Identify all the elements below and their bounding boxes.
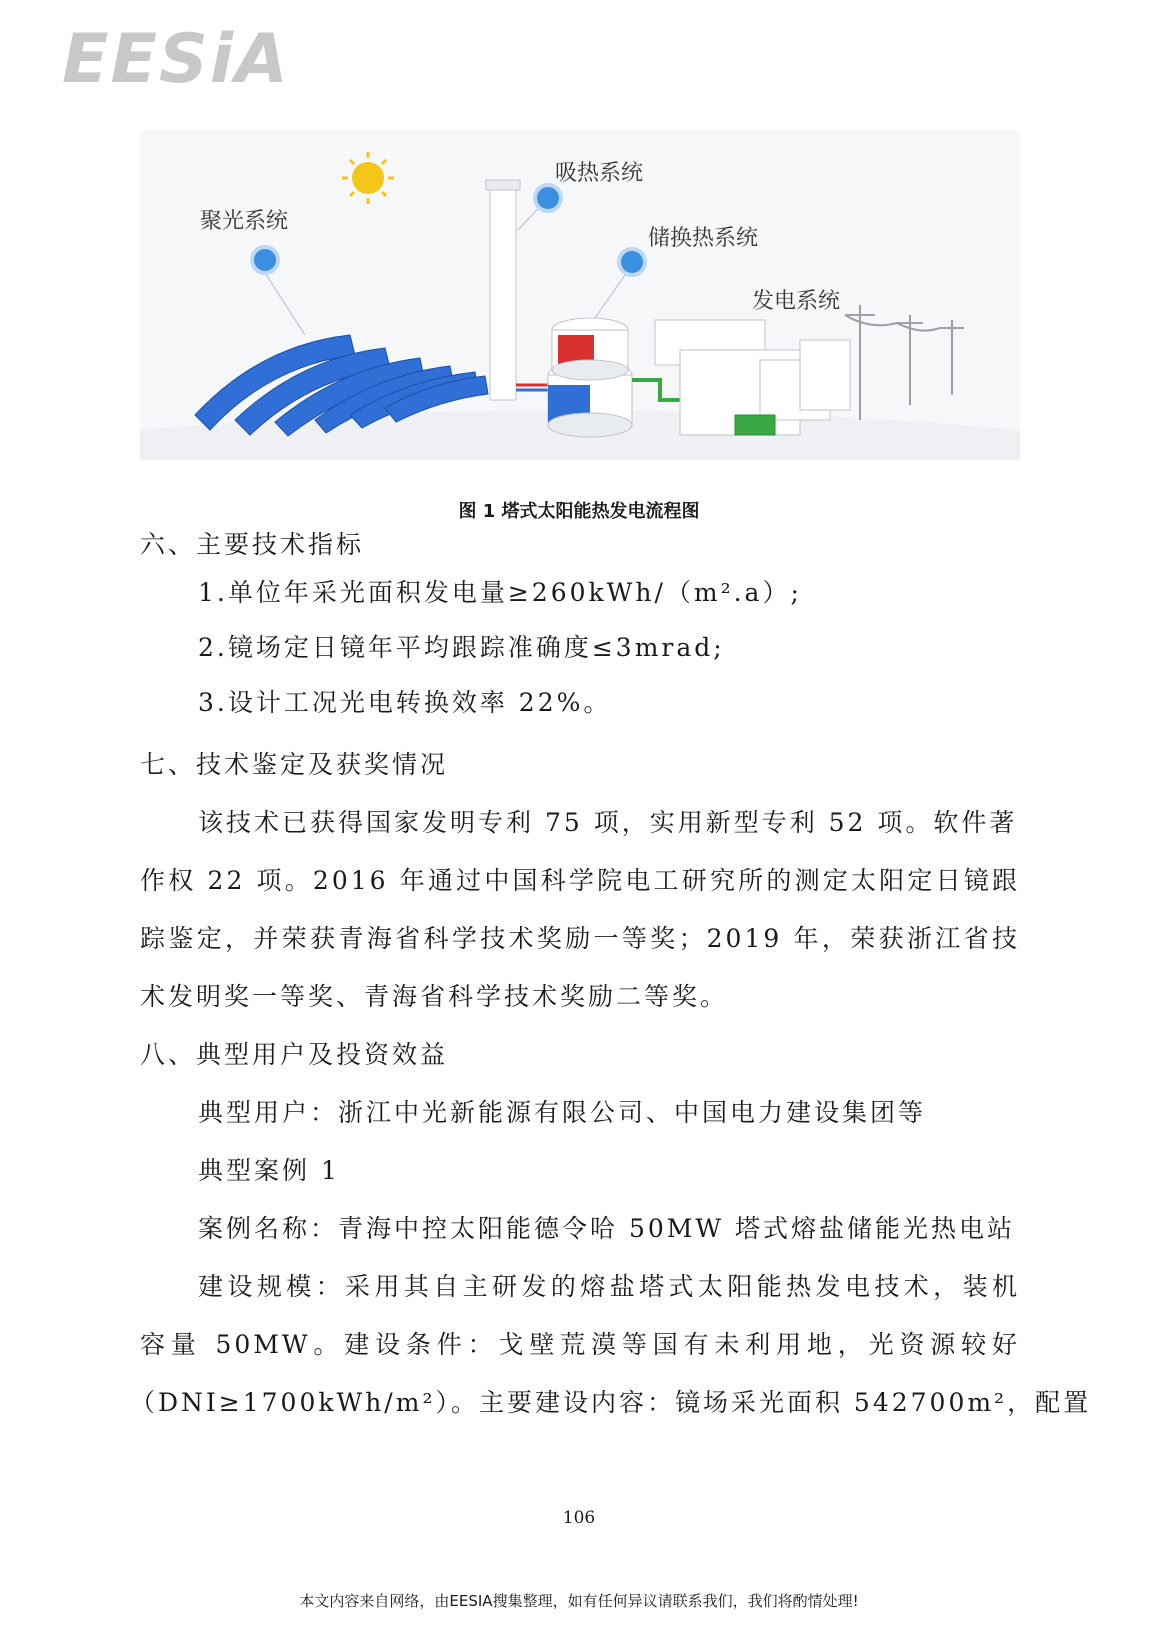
receiver-tower <box>486 180 520 400</box>
section-heading-8: 八、典型用户及投资效益 <box>140 1040 449 1069</box>
footer-disclaimer: 本文内容来自网络，由EESIA搜集整理，如有任何异议请联系我们，我们将酌情处理! <box>299 1592 859 1610</box>
label-concentrating-system: 聚光系统 <box>200 209 289 234</box>
diagram-illustration <box>140 130 1020 460</box>
paragraph-line: 作权 22 项。2016 年通过中国科学院电工研究所的测定太阳定日镜跟 <box>140 866 1020 895</box>
typical-users-line: 典型用户：浙江中光新能源有限公司、中国电力建设集团等 <box>198 1098 927 1127</box>
section-heading-7: 七、技术鉴定及获奖情况 <box>140 750 449 779</box>
tower-solar-flow-diagram <box>140 130 1020 460</box>
section-heading-6: 六、主要技术指标 <box>140 530 365 559</box>
indicator-item-3: 3.设计工况光电转换效率 22%。 <box>198 688 612 717</box>
indicator-item-2: 2.镜场定日镜年平均跟踪准确度≤3mrad; <box>198 633 725 662</box>
paragraph-line: 建设规模：采用其自主研发的熔盐塔式太阳能热发电技术，装机 <box>198 1272 1020 1301</box>
label-power-system: 发电系统 <box>752 289 841 314</box>
storage-tanks <box>548 318 632 437</box>
page-number: 106 <box>562 1508 596 1528</box>
label-storage-system: 储换热系统 <box>648 226 759 251</box>
paragraph-line: （DNI≥1700kWh/m²）。主要建设内容：镜场采光面积 542700m²，配置 <box>130 1388 1092 1417</box>
case-title-line: 典型案例 1 <box>198 1156 340 1185</box>
paragraph-line: 容量 50MW。建设条件：戈壁荒漠等国有未利用地，光资源较好 <box>140 1330 1020 1359</box>
paragraph-line: 踪鉴定，并荣获青海省科学技术奖励一等奖；2019 年，荣获浙江省技 <box>140 924 1020 953</box>
indicator-item-1: 1.单位年采光面积发电量≥260kWh/（m².a）; <box>198 578 802 607</box>
storage-system-icon <box>619 249 645 275</box>
absorbing-system-icon <box>535 185 561 211</box>
figure-caption: 图 1 塔式太阳能热发电流程图 <box>458 501 700 522</box>
eesia-logo: EESiA <box>62 20 290 99</box>
case-name-line: 案例名称：青海中控太阳能德令哈 50MW 塔式熔盐储能光热电站 <box>198 1214 1016 1243</box>
paragraph-line: 该技术已获得国家发明专利 75 项，实用新型专利 52 项。软件著 <box>198 808 1018 837</box>
label-absorbing-system: 吸热系统 <box>555 161 644 186</box>
concentrating-system-icon <box>252 247 278 273</box>
paragraph-line: 术发明奖一等奖、青海省科学技术奖励二等奖。 <box>140 982 729 1011</box>
